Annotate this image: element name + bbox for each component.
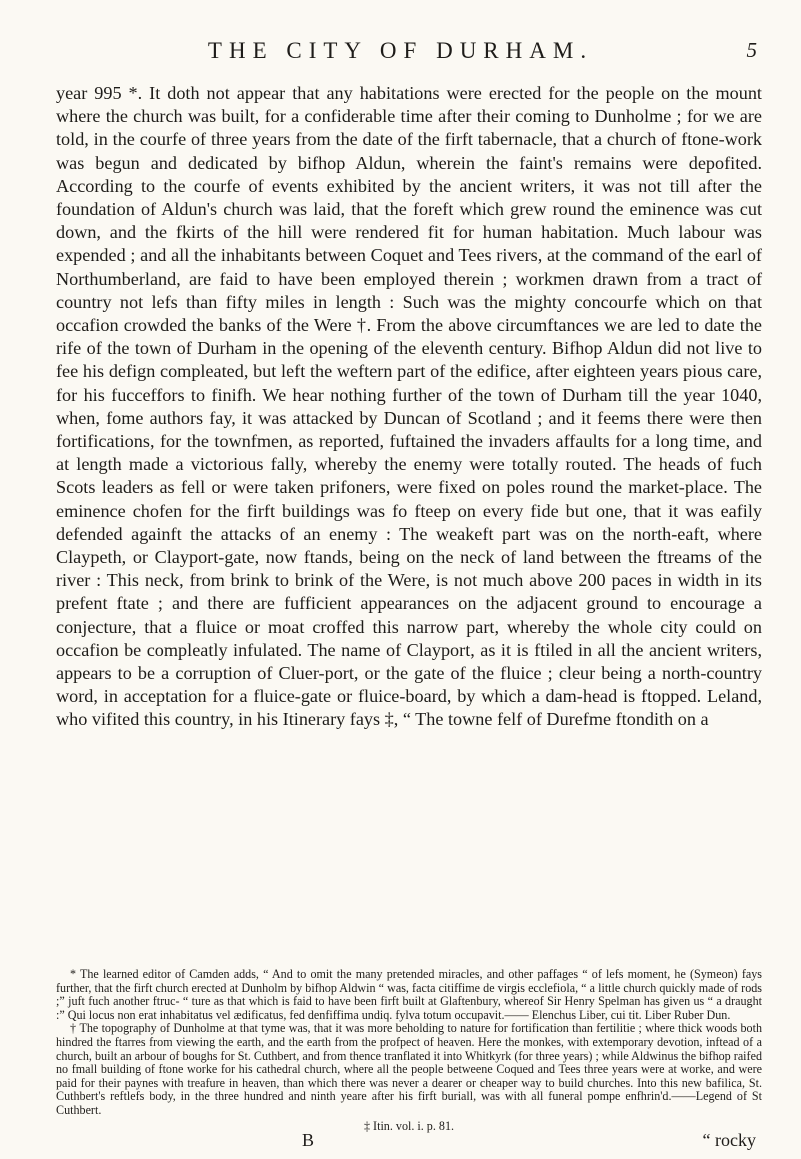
footnotes xyxy=(56,968,762,1133)
footnote-dagger: † The topography of Dunholme at that tyme was, that it was more beholding to nature for fortification than fertilitie ; where thick woods both hindred the ftarres from viewing the earth, and the earth from the profpect of heaven. Here the monkes, with extemporary devotion, inftead of a church, built an arbour of boughs for St. Cuthbert, and from thence tranflated it into Whitkyrk (for three years) ; while Aldwinus the bifhop raifed no fmall building of ftone worke for his cathedral church, where all the people betweene Coqued and Tees three years were at worke, and were paid for their paynes with treafure in heaven, than which there was never a dearer or cheaper way to build churches. Into this new bafilica, St. Cuthbert's reftlefs body, in the three hundred and ninth yeare after his firft buriall, was with all funeral pompe enfhrin'd.——Legend of St Cuthbert. xyxy=(56,1021,762,1117)
body-paragraph: year 995 *. It doth not appear that any habitations were erected for the people on the mount where the church was built, for a confiderable time after their coming to Dunholme ; for we are told, in the courfe of three years from the date of the firft tabernacle, that a church of ftone-work was begun and dedicated by bifhop Aldun, wherein the faint's remains were depofited. According to the courfe of events exhibited by the ancient writers, it was not till after the foundation of Aldun's church was laid, that the foreft which grew round the eminence was cut down, and the fkirts of the hill were rendered fit for human habitation. Much labour was expended ; and all the inhabitants between Coquet and Tees rivers, at the command of the earl of Northumberland, are faid to have been employed therein ; workmen drawn from a tract of country not lefs than fifty miles in length : Such was the mighty concourfe which on that occafion crowded the banks of the Were †. From the above circumftances we are led to date the rife of the town of Durham in the opening of the eleventh century. Bifhop Aldun did not live to fee his defign compleated, but left the weftern part of the edifice, after eighteen years pious care, for his fucceffors to finifh. We hear nothing further of the town of Durham till the year 1040, when, fome authors fay, it was attacked by Duncan of Scotland ; and it feems there were then fortifications, for the townfmen, as reported, fuftained the invaders affaults for a long time, and at length made a victorious fally, whereby the enemy were totally routed. The heads of fuch Scots leaders as fell or were taken prifoners, were fixed on poles round the market-place. The eminence chofen for the firft buildings was fo fteep on every fide but one, that it was eafily defended againft the attacks of an enemy : The weakeft part was on the north-eaft, where Claypeth, or Clayport-gate, now ftands, being on the neck of land between the ftreams of the river : This neck, from brink to brink of the Were, is not much above 200 paces in width in its prefent ftate ; and there are fufficient appearances on the adjacent ground to encourage a conjecture, that a fluice or moat croffed this narrow part, whereby the whole city could on occafion be compleatly infulated. The name of Clayport, as it is ftiled in all the ancient writers, appears to be a corruption of Cluer-port, or the gate of the fluice ; cleur being a north-country word, in acceptation for a fluice-gate or fluice-board, by which a dam-head is ftopped. Leland, who vifited this country, in his Itinerary fays ‡, “ The towne felf of Durefme ftondith on a xyxy=(56,83,762,730)
page-number: 5 xyxy=(746,38,757,62)
footnote-asterisk: * The learned editor of Camden adds, “ And to omit the many pretended miracles, and other paffages “ of lefs moment, he (Symeon) fays further, that the firft church erected at Dunholm by bifhop Aldwin “ was, facta citiffime de virgis ecclefiola, “ a little church quickly made of rods ;” juft fuch another ftruc- “ ture as that which is faid to have been firft built at Glaftenbury, whereof Sir Henry Spelman has given us “ a draught :” Qui locus non erat inhabitatus vel ædificatus, fed denfiffima undiq. fylva totum occupavit.—— Elenchus Liber, cui tit. Liber Ruber Dun. xyxy=(56,967,762,1022)
catchword: “ rocky xyxy=(702,1130,756,1150)
body-text xyxy=(56,82,762,732)
running-title: THE CITY OF DURHAM. xyxy=(207,38,594,63)
footnote-double-dagger: ‡ Itin. vol. i. p. 81. xyxy=(363,1118,455,1133)
signature-line xyxy=(56,1130,762,1154)
signature-mark: B xyxy=(302,1130,315,1150)
running-head xyxy=(0,38,801,68)
